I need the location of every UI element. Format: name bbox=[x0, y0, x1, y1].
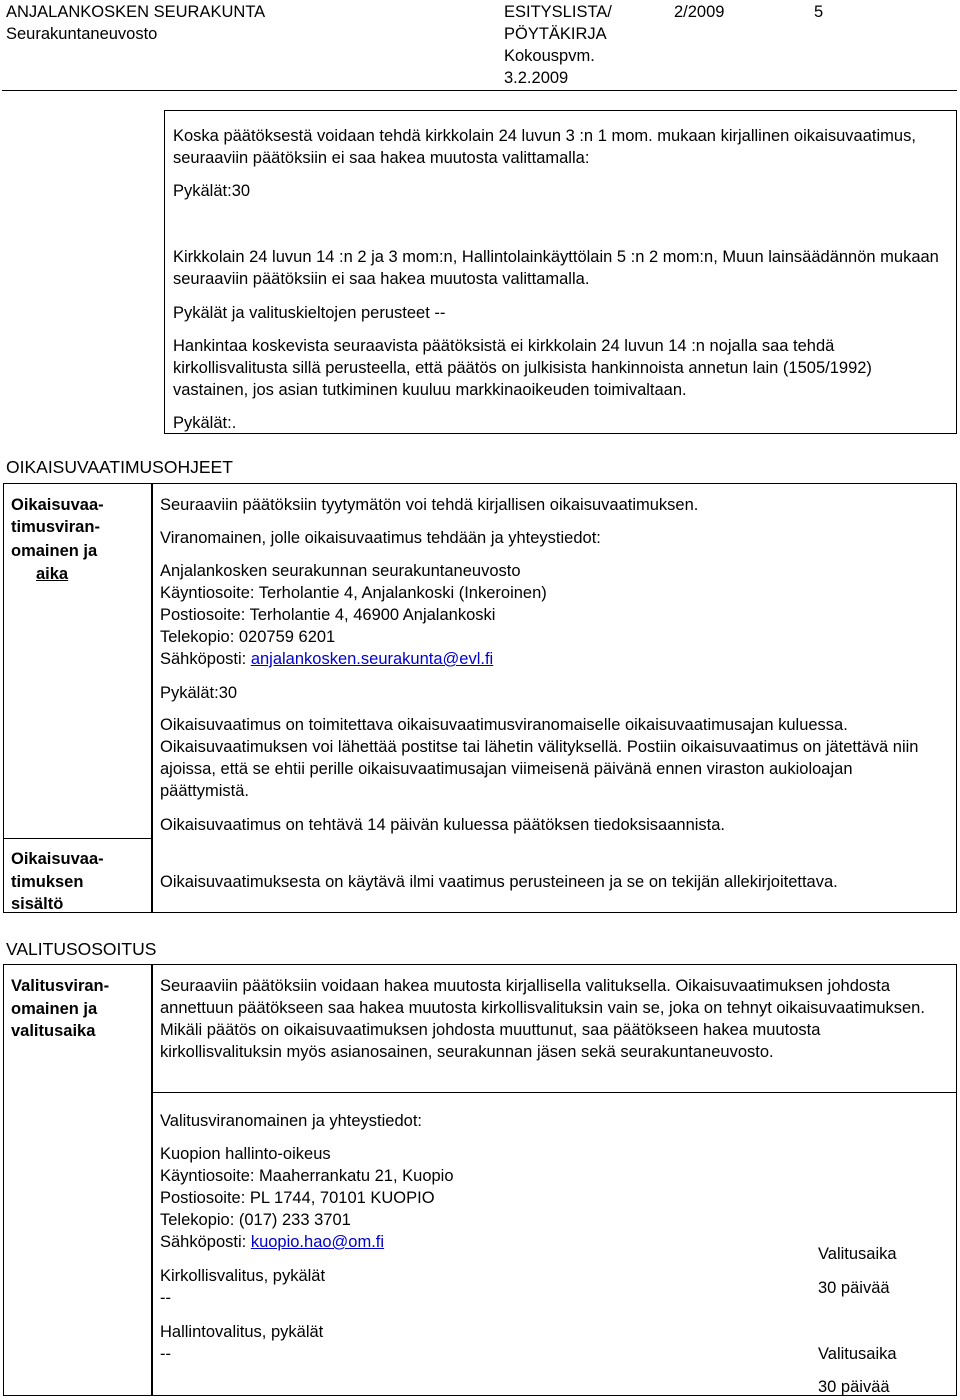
oikaisu-authority-name: Anjalankosken seurakunnan seurakuntaneuvosto bbox=[160, 562, 521, 580]
header-org: ANJALANKOSKEN SEURAKUNTA bbox=[6, 3, 266, 21]
oikaisu-authority-label: Viranomainen, jolle oikaisuvaatimus tehdään ja yhteystiedot: bbox=[160, 529, 601, 547]
oikaisu-content: Oikaisuvaatimuksesta on käytävä ilmi vaatimus perusteineen ja se on tekijän allekirjoitettava. bbox=[160, 873, 838, 891]
oikaisu-heading: OIKAISUVAATIMUSOHJEET bbox=[6, 457, 233, 477]
valitus-authority-name: Kuopion hallinto-oikeus bbox=[160, 1145, 331, 1163]
valitus-church-value: -- bbox=[160, 1289, 171, 1307]
top-sections-1: Pykälät:30 bbox=[173, 182, 251, 200]
top-paragraph-3: Hankintaa koskevista seuraavista päätöksistä ei kirkkolain 24 luvun 14 :n nojalla saa tehdä kirkollisvalitusta sillä perusteella, että päätös on julkisista hankinnoista annetun lain (1505/1992) vastainen, jos asian tutkiminen kuuluu markkinaoikeuden toimivaltaan. bbox=[173, 337, 872, 399]
valitus-post-address: Postiosoite: PL 1744, 70101 KUOPIO bbox=[160, 1189, 435, 1207]
oikaisu-side1-line4: aika bbox=[36, 565, 69, 583]
oikaisu-post-address: Postiosoite: Terholantie 4, 46900 Anjalankoski bbox=[160, 606, 496, 624]
top-paragraph-1: Koska päätöksestä voidaan tehdä kirkkolain 24 luvun 3 :n 1 mom. mukaan kirjallinen oikaisuvaatimus, seuraaviin päätöksiin ei saa hakea muutosta valittamalla: bbox=[173, 127, 916, 167]
valitus-intro: Seuraaviin päätöksiin voidaan hakea muutosta kirjallisella valituksella. Oikaisuvaatimuksen johdosta annettuun päätökseen saa hakea muutosta kirkollisvalituksin vain se, joka on tehnyt oikaisuvaatimuksen. Mikäli päätös on oikaisuvaatimuksen johdosta muuttunut, saa päätökseen hakea muutosta kirkollisvalituksin myös asianosainen, seurakunnan jäsen sekä seurakuntaneuvosto. bbox=[160, 977, 925, 1061]
valitus-admin-label: Hallintovalitus, pykälät bbox=[160, 1323, 324, 1341]
header-meeting-label: Kokouspvm. bbox=[504, 47, 595, 65]
valitus-heading: VALITUSOSOITUS bbox=[6, 939, 157, 959]
valitus-period-value-1: 30 päivää bbox=[818, 1279, 890, 1297]
valitus-period-label-1: Valitusaika bbox=[818, 1245, 897, 1263]
oikaisu-side1-line2: timusviran- bbox=[11, 518, 100, 536]
oikaisu-side1-line3: omainen ja bbox=[11, 542, 98, 560]
oikaisu-deadline: Oikaisuvaatimus on tehtävä 14 päivän kuluessa päätöksen tiedoksisaannista. bbox=[160, 816, 726, 834]
valitus-email-label: Sähköposti: bbox=[160, 1233, 251, 1251]
valitus-side-line1: Valitusviran- bbox=[11, 977, 110, 995]
oikaisu-intro: Seuraaviin päätöksiin tyytymätön voi tehdä kirjallisen oikaisuvaatimuksen. bbox=[160, 496, 699, 514]
oikaisu-side2-line3: sisältö bbox=[11, 895, 64, 913]
header-body: Seurakuntaneuvosto bbox=[6, 25, 158, 43]
oikaisu-sections: Pykälät:30 bbox=[160, 684, 238, 702]
oikaisu-email-row bbox=[160, 648, 493, 670]
header-meeting-date: 3.2.2009 bbox=[504, 69, 569, 87]
valitus-fax: Telekopio: (017) 233 3701 bbox=[160, 1211, 351, 1229]
valitus-admin-value: -- bbox=[160, 1345, 171, 1363]
header-rule bbox=[2, 90, 957, 91]
valitus-visit-address: Käyntiosoite: Maaherrankatu 21, Kuopio bbox=[160, 1167, 454, 1185]
oikaisu-side2-line1: Oikaisuvaa- bbox=[11, 850, 104, 868]
oikaisu-delivery: Oikaisuvaatimus on toimitettava oikaisuvaatimusviranomaiselle oikaisuvaatimusajan kuluessa. Oikaisuvaatimuksen voi lähettää postitse tai lähetin välityksellä. Postiin oikaisuvaatimus on jätettävä niin ajoissa, että se ehtii perille oikaisuvaatimusajan viimeisenä päivänä ennen viraston aukioloajan päättymistä. bbox=[160, 716, 919, 800]
valitus-email-link[interactable]: kuopio.hao@om.fi bbox=[250, 1233, 385, 1251]
oikaisu-side1-line1: Oikaisuvaa- bbox=[11, 496, 104, 514]
top-sections-2: Pykälät ja valituskieltojen perusteet -- bbox=[173, 304, 446, 322]
header-doctype-2: PÖYTÄKIRJA bbox=[504, 25, 607, 43]
header-issue: 2/2009 bbox=[674, 3, 725, 21]
header-page-number: 5 bbox=[814, 3, 824, 21]
valitus-email-row bbox=[160, 1231, 384, 1253]
valitus-period-label-2: Valitusaika bbox=[818, 1345, 897, 1363]
top-sections-3: Pykälät:. bbox=[173, 414, 237, 432]
oikaisu-email-link[interactable]: anjalankosken.seurakunta@evl.fi bbox=[250, 650, 494, 668]
header-doctype-1: ESITYSLISTA/ bbox=[504, 3, 612, 21]
oikaisu-side-divider bbox=[3, 838, 151, 839]
valitus-divider bbox=[152, 1092, 956, 1093]
valitus-side-line3: valitusaika bbox=[11, 1022, 96, 1040]
valitus-church-label: Kirkollisvalitus, pykälät bbox=[160, 1267, 326, 1285]
valitus-period-value-2: 30 päivää bbox=[818, 1378, 890, 1396]
valitus-side-line2: omainen ja bbox=[11, 1000, 98, 1018]
oikaisu-visit-address: Käyntiosoite: Terholantie 4, Anjalankoski (Inkeroinen) bbox=[160, 584, 547, 602]
top-paragraph-2: Kirkkolain 24 luvun 14 :n 2 ja 3 mom:n, Hallintolainkäyttölain 5 :n 2 mom:n, Muun lainsäädännön mukaan seuraaviin päätöksiin ei saa hakea muutosta valittamalla. bbox=[173, 248, 939, 288]
valitus-authority-label: Valitusviranomainen ja yhteystiedot: bbox=[160, 1112, 423, 1130]
oikaisu-side2-line2: timuksen bbox=[11, 873, 84, 891]
oikaisu-fax: Telekopio: 020759 6201 bbox=[160, 628, 336, 646]
oikaisu-email-label: Sähköposti: bbox=[160, 650, 251, 668]
